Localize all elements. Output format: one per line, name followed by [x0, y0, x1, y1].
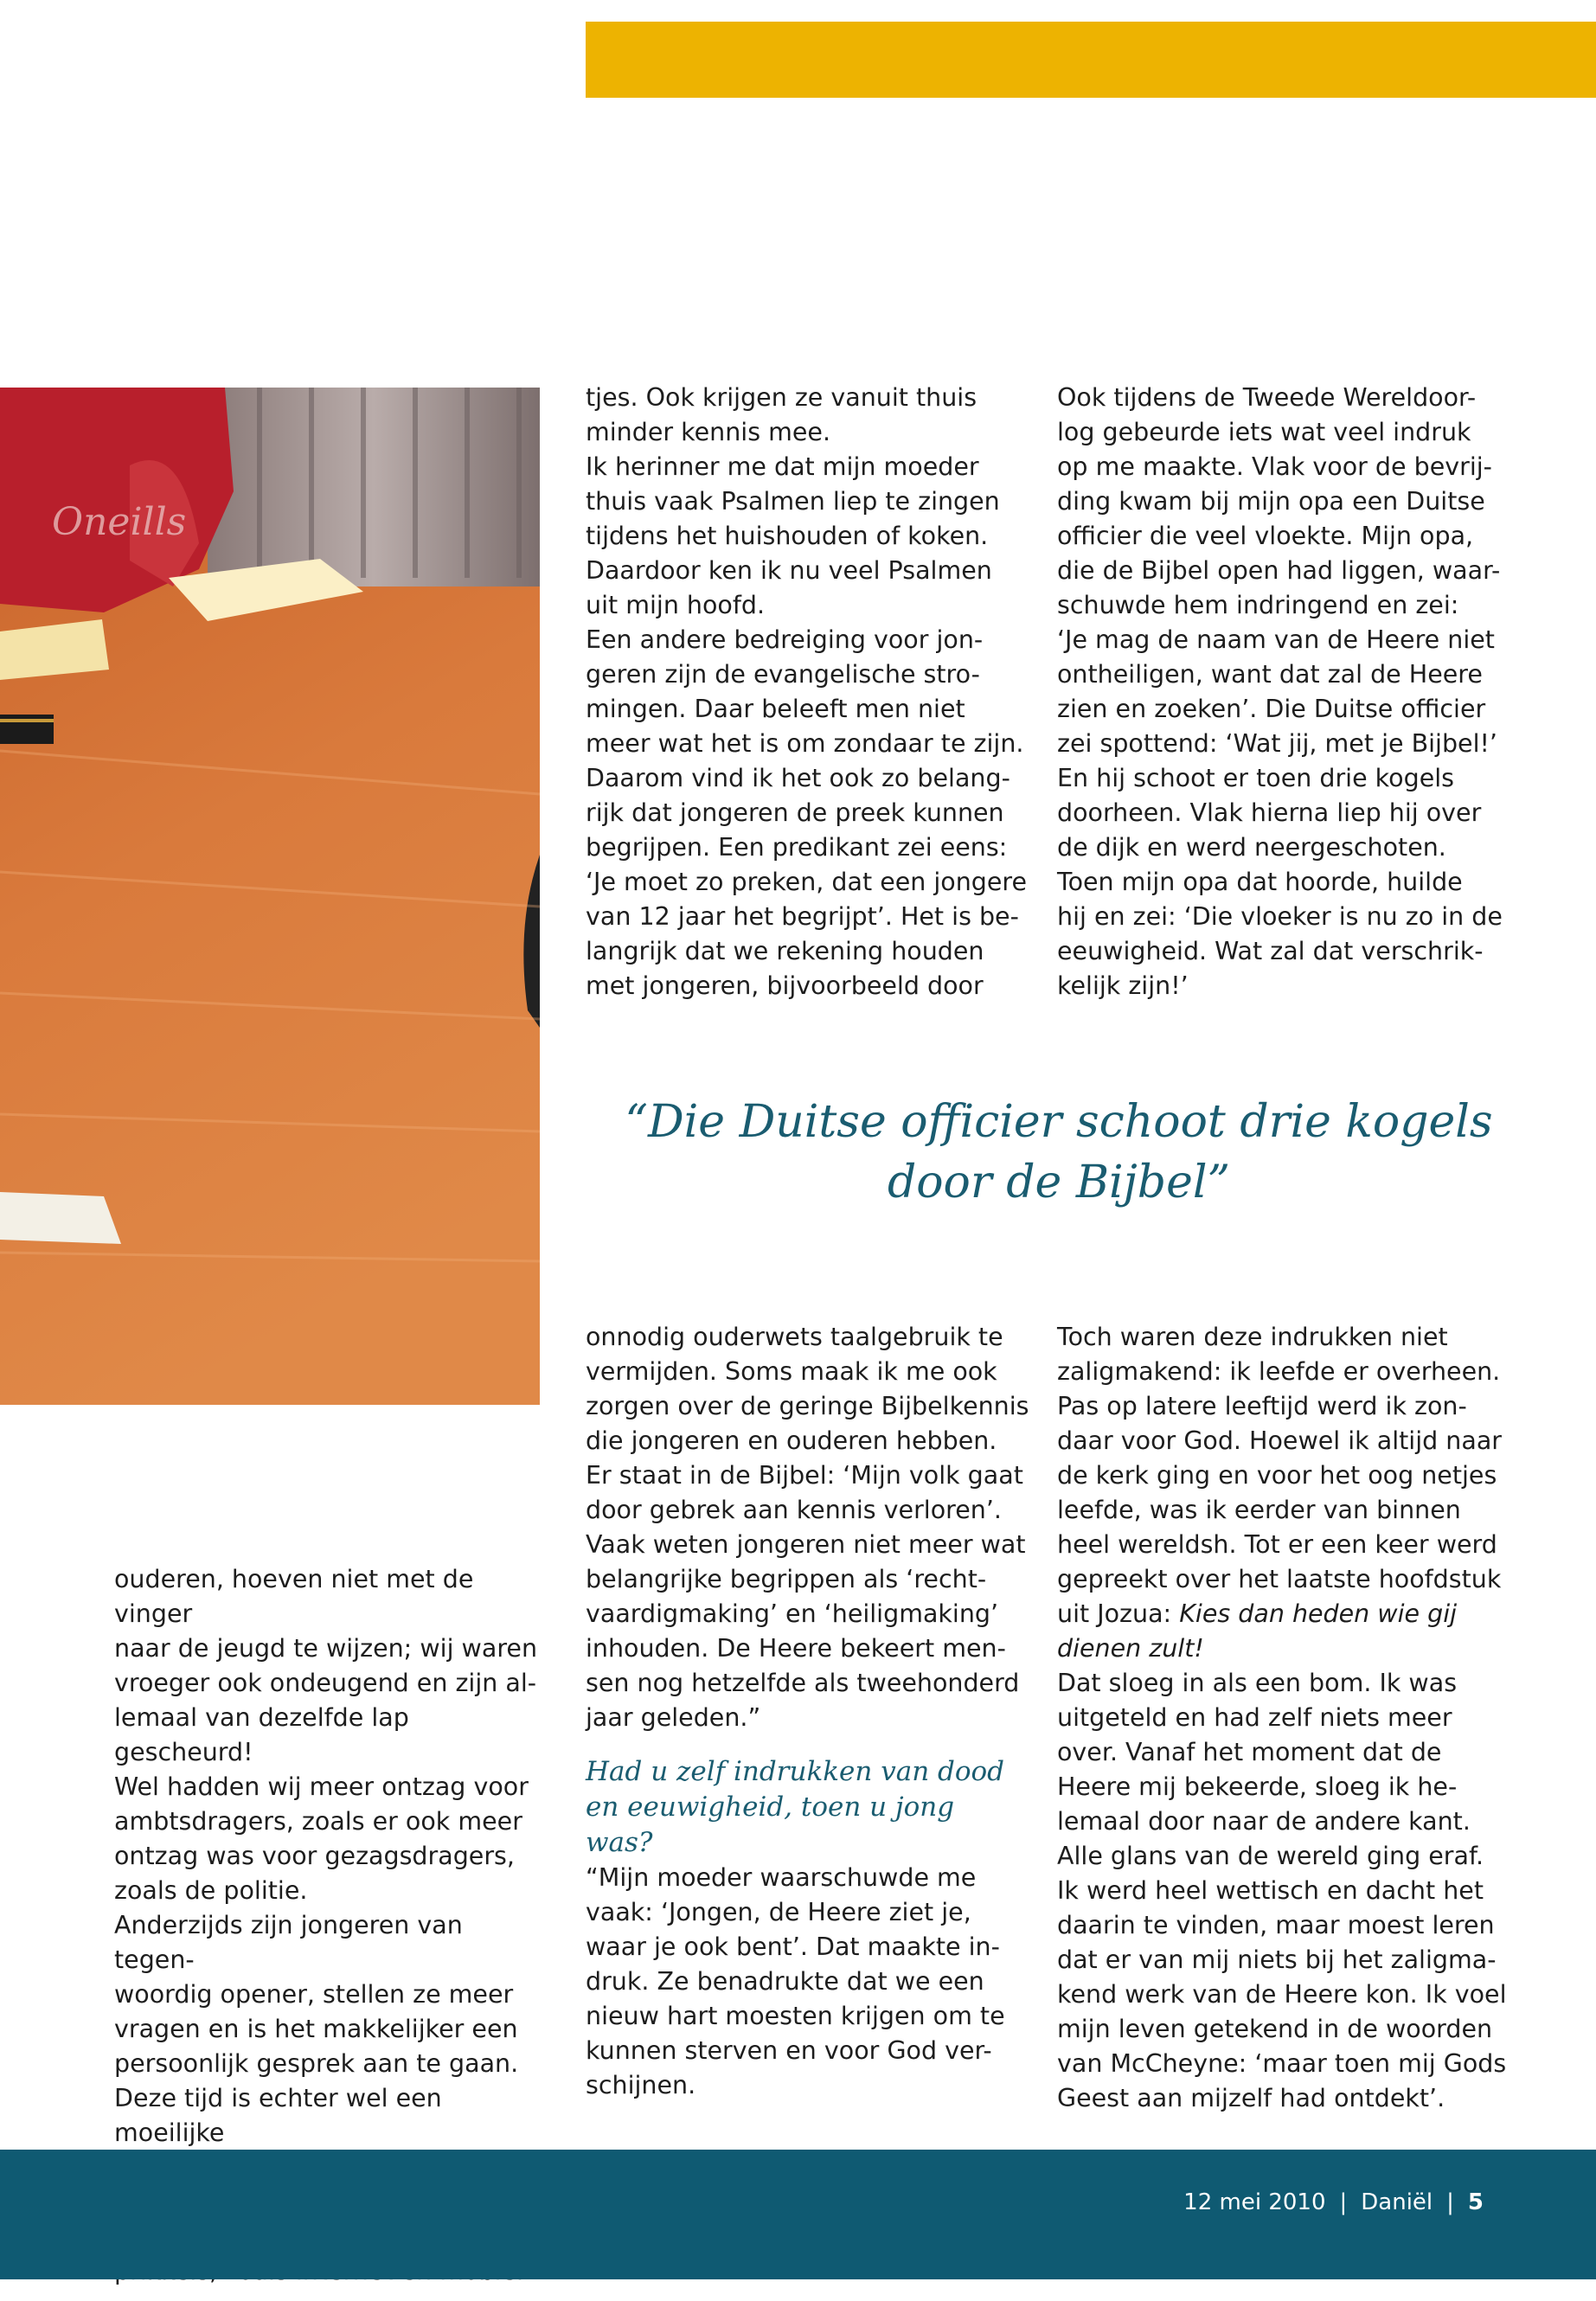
text-line: Pas op latere leeftijd werd ik zon- — [1057, 1392, 1467, 1420]
text-line: begrijpen. Een predikant zei eens: — [586, 833, 1008, 862]
text-line: op me maakte. Vlak voor de bevrij- — [1057, 452, 1492, 481]
magazine-name: Daniël — [1361, 2189, 1433, 2215]
text-line: Ik herinner me dat mijn moeder — [586, 452, 979, 481]
scripture-quote: Kies dan heden wie gij — [1179, 1599, 1458, 1628]
interview-question — [586, 1754, 1035, 1861]
text-line: sen nog hetzelfde als tweehonderd — [586, 1669, 1020, 1697]
text-line: “Mijn moeder waarschuwde me — [586, 1863, 977, 1892]
text-line: dat er van mij niets bij het zaligma- — [1057, 1945, 1497, 1974]
text-line: nieuw hart moesten krijgen om te — [586, 2002, 1005, 2030]
text-line: de kerk ging en voor het oog netjes — [1057, 1461, 1497, 1490]
text-line: kunnen sterven en voor God ver- — [586, 2036, 992, 2065]
text-line: woordig opener, stellen ze meer — [114, 1980, 514, 2009]
text-line: gepreekt over het laatste hoofdstuk — [1057, 1565, 1502, 1593]
text-column-2 — [586, 381, 1035, 1003]
text-line: zorgen over de geringe Bijbelkennis — [586, 1392, 1029, 1420]
text-line: Ik werd heel wettisch en dacht het — [1057, 1876, 1484, 1905]
text-line: tjes. Ook krijgen ze vanuit thuis — [586, 383, 977, 412]
text-line: Toen mijn opa dat hoorde, huilde — [1057, 868, 1463, 896]
text-line: schijnen. — [586, 2071, 696, 2099]
scripture-quote: dienen zult! — [1057, 1634, 1204, 1663]
text-line: belangrijke begrippen als ‘recht- — [586, 1565, 987, 1593]
text-line: Anderzijds zijn jongeren van tegen- — [114, 1911, 463, 1974]
text-line: naar de jeugd te wijzen; wij waren — [114, 1634, 538, 1663]
text-line: ding kwam bij mijn opa een Duitse — [1057, 487, 1485, 516]
text-line: die de Bijbel open had liggen, waar- — [1057, 556, 1501, 585]
text-line: inhouden. De Heere bekeert men- — [586, 1634, 1006, 1663]
text-line: persoonlijk gesprek aan te gaan. — [114, 2049, 519, 2078]
text-line: tijdens het huishouden of koken. — [586, 522, 989, 550]
page-footer — [1183, 2189, 1484, 2216]
text-line: langrijk dat we rekening houden — [586, 937, 984, 965]
footer-separator: | — [1339, 2189, 1348, 2215]
text-line: onnodig ouderwets taalgebruik te — [586, 1323, 1003, 1351]
text-line: zien en zoeken’. Die Duitse officier — [1057, 695, 1486, 723]
text-line: log gebeurde iets wat veel indruk — [1057, 418, 1471, 446]
text-line: van 12 jaar het begrijpt’. Het is be- — [586, 902, 1019, 931]
text-line: uit mijn hoofd. — [586, 591, 766, 619]
issue-date: 12 mei 2010 — [1183, 2189, 1326, 2215]
text-line: Toch waren deze indrukken niet — [1057, 1323, 1448, 1351]
text-line: mingen. Daar beleeft men niet — [586, 695, 965, 723]
text-line: ontzag was voor gezagsdragers, — [114, 1842, 515, 1870]
text-line: kelijk zijn!’ — [1057, 971, 1189, 1000]
question-line: was? — [586, 1827, 653, 1858]
text-line: meer wat het is om zondaar te zijn. — [586, 729, 1024, 758]
text-line: met jongeren, bijvoorbeeld door — [586, 971, 984, 1000]
text-line: thuis vaak Psalmen liep te zingen — [586, 487, 1000, 516]
text-line: zaligmakend: ik leefde er overheen. — [1057, 1357, 1501, 1386]
text-line: vaak: ‘Jongen, de Heere ziet je, — [586, 1898, 971, 1926]
text-line: ambtsdragers, zoals er ook meer — [114, 1807, 522, 1836]
text-line: kend werk van de Heere kon. Ik voel — [1057, 1980, 1507, 2009]
pull-quote-line: “Die Duitse officier schoot drie kogels — [625, 1096, 1493, 1148]
text-line: ‘Je moet zo preken, dat een jongere — [586, 868, 1028, 896]
text-column-4 — [586, 1320, 1035, 2103]
text-line: lemaal door naar de andere kant. — [1057, 1807, 1471, 1836]
text-line: Heere mij bekeerde, sloeg ik he- — [1057, 1772, 1458, 1801]
text-line: uitgeteld en had zelf niets meer — [1057, 1703, 1452, 1732]
text-column-5 — [1057, 1320, 1507, 2116]
text-line: van McCheyne: ‘maar toen mij Gods — [1057, 2049, 1507, 2078]
text-line: Er staat in de Bijbel: ‘Mijn volk gaat — [586, 1461, 1023, 1490]
text-line: officier die veel vloekte. Mijn opa, — [1057, 522, 1474, 550]
text-line: En hij schoot er toen drie kogels — [1057, 764, 1454, 792]
text-line: rijk dat jongeren de preek kunnen — [586, 798, 1004, 827]
text-line: schuwde hem indringend en zei: — [1057, 591, 1459, 619]
text-line: druk. Ze benadrukte dat we een — [586, 1967, 984, 1996]
text-line: Daardoor ken ik nu veel Psalmen — [586, 556, 992, 585]
photo-table-bibles-icon — [0, 388, 540, 1405]
question-line: Had u zelf indrukken van dood — [586, 1756, 1005, 1787]
text-line: doorheen. Vlak hierna liep hij over — [1057, 798, 1482, 827]
text-line: vaardigmaking’ en ‘heiligmaking’ — [586, 1599, 999, 1628]
text-line: ouderen, hoeven niet met de vinger — [114, 1565, 474, 1628]
text-line: waar je ook bent’. Dat maakte in- — [586, 1932, 1000, 1961]
text-line: Wel hadden wij meer ontzag voor — [114, 1772, 529, 1801]
text-line: lemaal van dezelfde lap gescheurd! — [114, 1703, 409, 1766]
text-line: geren zijn de evangelische stro- — [586, 660, 980, 689]
text-line: Ook tijdens de Tweede Wereldoor- — [1057, 383, 1477, 412]
text-fragment: uit Jozua: — [1057, 1599, 1180, 1628]
text-line: Deze tijd is echter wel een moeilijke — [114, 2084, 442, 2147]
text-line: vragen en is het makkelijker een — [114, 2015, 518, 2043]
text-line: door gebrek aan kennis verloren’. — [586, 1496, 1002, 1524]
page-number: 5 — [1467, 2189, 1484, 2215]
footer-separator: | — [1446, 2189, 1454, 2215]
text-line: eeuwigheid. Wat zal dat verschrik- — [1057, 937, 1484, 965]
pull-quote — [545, 1092, 1573, 1213]
pull-quote-line: door de Bijbel” — [887, 1157, 1231, 1208]
text-line: Daarom vind ik het ook zo belang- — [586, 764, 1010, 792]
text-line: jaar geleden.” — [586, 1703, 761, 1732]
text-line: ‘Je mag de naam van de Heere niet — [1057, 625, 1495, 654]
article-photo — [0, 388, 540, 1405]
text-line: die jongeren en ouderen hebben. — [586, 1426, 997, 1455]
text-line: vroeger ook ondeugend en zijn al- — [114, 1669, 537, 1697]
text-line: over. Vanaf het moment dat de — [1057, 1738, 1442, 1766]
accent-bar — [586, 22, 1596, 98]
svg-text:Oneills: Oneills — [52, 500, 187, 544]
text-line: leefde, was ik eerder van binnen — [1057, 1496, 1461, 1524]
text-line: mijn leven getekend in de woorden — [1057, 2015, 1493, 2043]
text-column-3 — [1057, 381, 1507, 1003]
text-line: Geest aan mijzelf had ontdekt’. — [1057, 2084, 1445, 2112]
question-line: en eeuwigheid, toen u jong — [586, 1791, 955, 1823]
text-line: minder kennis mee. — [586, 418, 831, 446]
text-line: Vaak weten jongeren niet meer wat — [586, 1530, 1026, 1559]
text-line: hij en zei: ‘Die vloeker is nu zo in de — [1057, 902, 1503, 931]
text-line: Alle glans van de wereld ging eraf. — [1057, 1842, 1484, 1870]
text-line: ontheiligen, want dat zal de Heere — [1057, 660, 1483, 689]
text-line: Een andere bedreiging voor jon- — [586, 625, 984, 654]
text-line: daar voor God. Hoewel ik altijd naar — [1057, 1426, 1503, 1455]
text-line: heel wereldsh. Tot er een keer werd — [1057, 1530, 1497, 1559]
text-line: Dat sloeg in als een bom. Ik was — [1057, 1669, 1458, 1697]
text-line: daarin te vinden, maar moest leren — [1057, 1911, 1495, 1939]
text-line — [1057, 1597, 1507, 1631]
text-line: zei spottend: ‘Wat jij, met je Bijbel!’ — [1057, 729, 1497, 758]
text-line: vermijden. Soms maak ik me ook — [586, 1357, 997, 1386]
text-line: zoals de politie. — [114, 1876, 308, 1905]
text-line: de dijk en werd neergeschoten. — [1057, 833, 1446, 862]
